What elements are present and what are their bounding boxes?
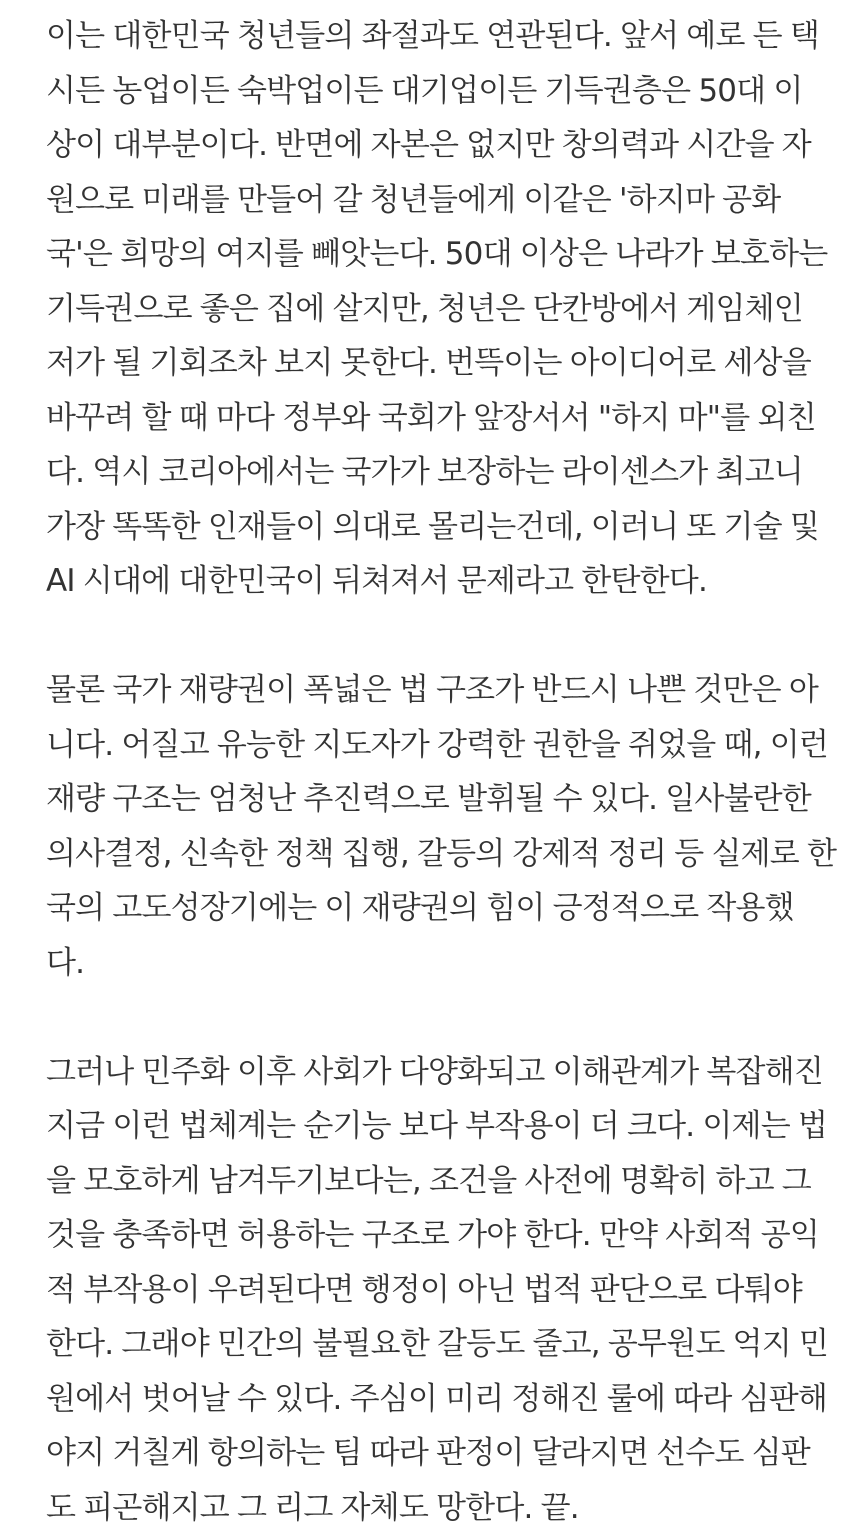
text-line: 국'은 희망의 여지를 빼앗는다. 50대 이상은 나라가 보호하는 bbox=[46, 227, 836, 282]
text-line: 적 부작용이 우려된다면 행정이 아닌 법적 판단으로 다퉈야 bbox=[46, 1263, 836, 1318]
text-line: 원으로 미래를 만들어 갈 청년들에게 이같은 '하지마 공화 bbox=[46, 173, 836, 228]
text-line: 을 모호하게 남겨두기보다는, 조건을 사전에 명확히 하고 그 bbox=[46, 1154, 836, 1209]
text-line: 국의 고도성장기에는 이 재량권의 힘이 긍정적으로 작용했 bbox=[46, 881, 836, 936]
text-line: AI 시대에 대한민국이 뒤쳐져서 문제라고 한탄한다. bbox=[46, 554, 836, 609]
paragraph-spacer bbox=[46, 609, 836, 664]
text-line: 저가 될 기회조차 보지 못한다. 번뜩이는 아이디어로 세상을 bbox=[46, 336, 836, 391]
text-line: 니다. 어질고 유능한 지도자가 강력한 권한을 쥐었을 때, 이런 bbox=[46, 718, 836, 773]
text-line: 야지 거칠게 항의하는 팀 따라 판정이 달라지면 선수도 심판 bbox=[46, 1426, 836, 1481]
text-line: 물론 국가 재량권이 폭넓은 법 구조가 반드시 나쁜 것만은 아 bbox=[46, 663, 836, 718]
text-line: 다. 역시 코리아에서는 국가가 보장하는 라이센스가 최고니 bbox=[46, 445, 836, 500]
paragraph-1 bbox=[46, 9, 836, 609]
paragraph-spacer bbox=[46, 990, 836, 1045]
text-line: 재량 구조는 엄청난 추진력으로 발휘될 수 있다. 일사불란한 bbox=[46, 772, 836, 827]
text-line: 그러나 민주화 이후 사회가 다양화되고 이해관계가 복잡해진 bbox=[46, 1045, 836, 1100]
article-body bbox=[46, 9, 836, 1535]
text-line: 한다. 그래야 민간의 불필요한 갈등도 줄고, 공무원도 억지 민 bbox=[46, 1317, 836, 1372]
text-line: 다. bbox=[46, 936, 836, 991]
text-line: 상이 대부분이다. 반면에 자본은 없지만 창의력과 시간을 자 bbox=[46, 118, 836, 173]
text-line: 것을 충족하면 허용하는 구조로 가야 한다. 만약 사회적 공익 bbox=[46, 1208, 836, 1263]
text-line: 기득권으로 좋은 집에 살지만, 청년은 단칸방에서 게임체인 bbox=[46, 282, 836, 337]
paragraph-2 bbox=[46, 663, 836, 990]
text-line: 바꾸려 할 때 마다 정부와 국회가 앞장서서 "하지 마"를 외친 bbox=[46, 391, 836, 446]
text-line: 가장 똑똑한 인재들이 의대로 몰리는건데, 이러니 또 기술 및 bbox=[46, 500, 836, 555]
text-line: 이는 대한민국 청년들의 좌절과도 연관된다. 앞서 예로 든 택 bbox=[46, 9, 836, 64]
text-line: 원에서 벗어날 수 있다. 주심이 미리 정해진 룰에 따라 심판해 bbox=[46, 1372, 836, 1427]
text-line: 의사결정, 신속한 정책 집행, 갈등의 강제적 정리 등 실제로 한 bbox=[46, 827, 836, 882]
page-scroll-area[interactable] bbox=[846, 0, 850, 1528]
text-line: 시든 농업이든 숙박업이든 대기업이든 기득권층은 50대 이 bbox=[46, 64, 836, 119]
paragraph-3 bbox=[46, 1045, 836, 1535]
text-line: 지금 이런 법체계는 순기능 보다 부작용이 더 크다. 이제는 법 bbox=[46, 1099, 836, 1154]
text-line: 도 피곤해지고 그 리그 자체도 망한다. 끝. bbox=[46, 1481, 836, 1535]
